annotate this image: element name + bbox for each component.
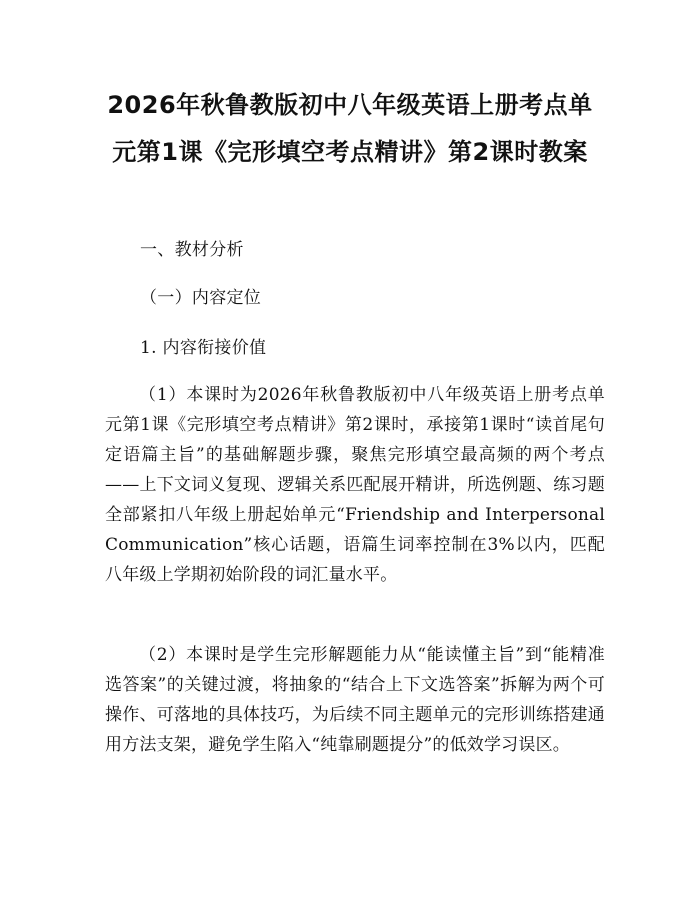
paragraph-2: （2）本课时是学生完形解题能力从“能读懂主旨”到“能精准选答案”的关键过渡，将抽象的“结合上下文选答案”拆解为两个可操作、可落地的具体技巧，为后续不同主题单元的完形训练搭建通用方法支架，避免学生陷入“纯靠刷题提分”的低效学习误区。 bbox=[105, 645, 605, 755]
paragraph-1: （1）本课时为2026年秋鲁教版初中八年级英语上册考点单元第1课《完形填空考点精讲》第2课时，承接第1课时“读首尾句定语篇主旨”的基础解题步骤，聚焦完形填空最高频的两个考点——上下文词义复现、逻辑关系匹配展开精讲，所选例题、练习题全部紧扣八年级上册起始单元“Friendship and Interpersonal Communication”核心话题，语篇生词率控制在3%以内，匹配八年级上学期初始阶段的词汇量水平。 bbox=[105, 385, 605, 585]
subsection-heading: （一）内容定位 bbox=[140, 288, 262, 308]
document-title: 2026年秋鲁教版初中八年级英语上册考点单元第1课《完形填空考点精讲》第2课时教案 bbox=[107, 91, 593, 166]
section-heading: 一、教材分析 bbox=[140, 240, 244, 260]
item-heading: 1. 内容衔接价值 bbox=[140, 338, 267, 358]
